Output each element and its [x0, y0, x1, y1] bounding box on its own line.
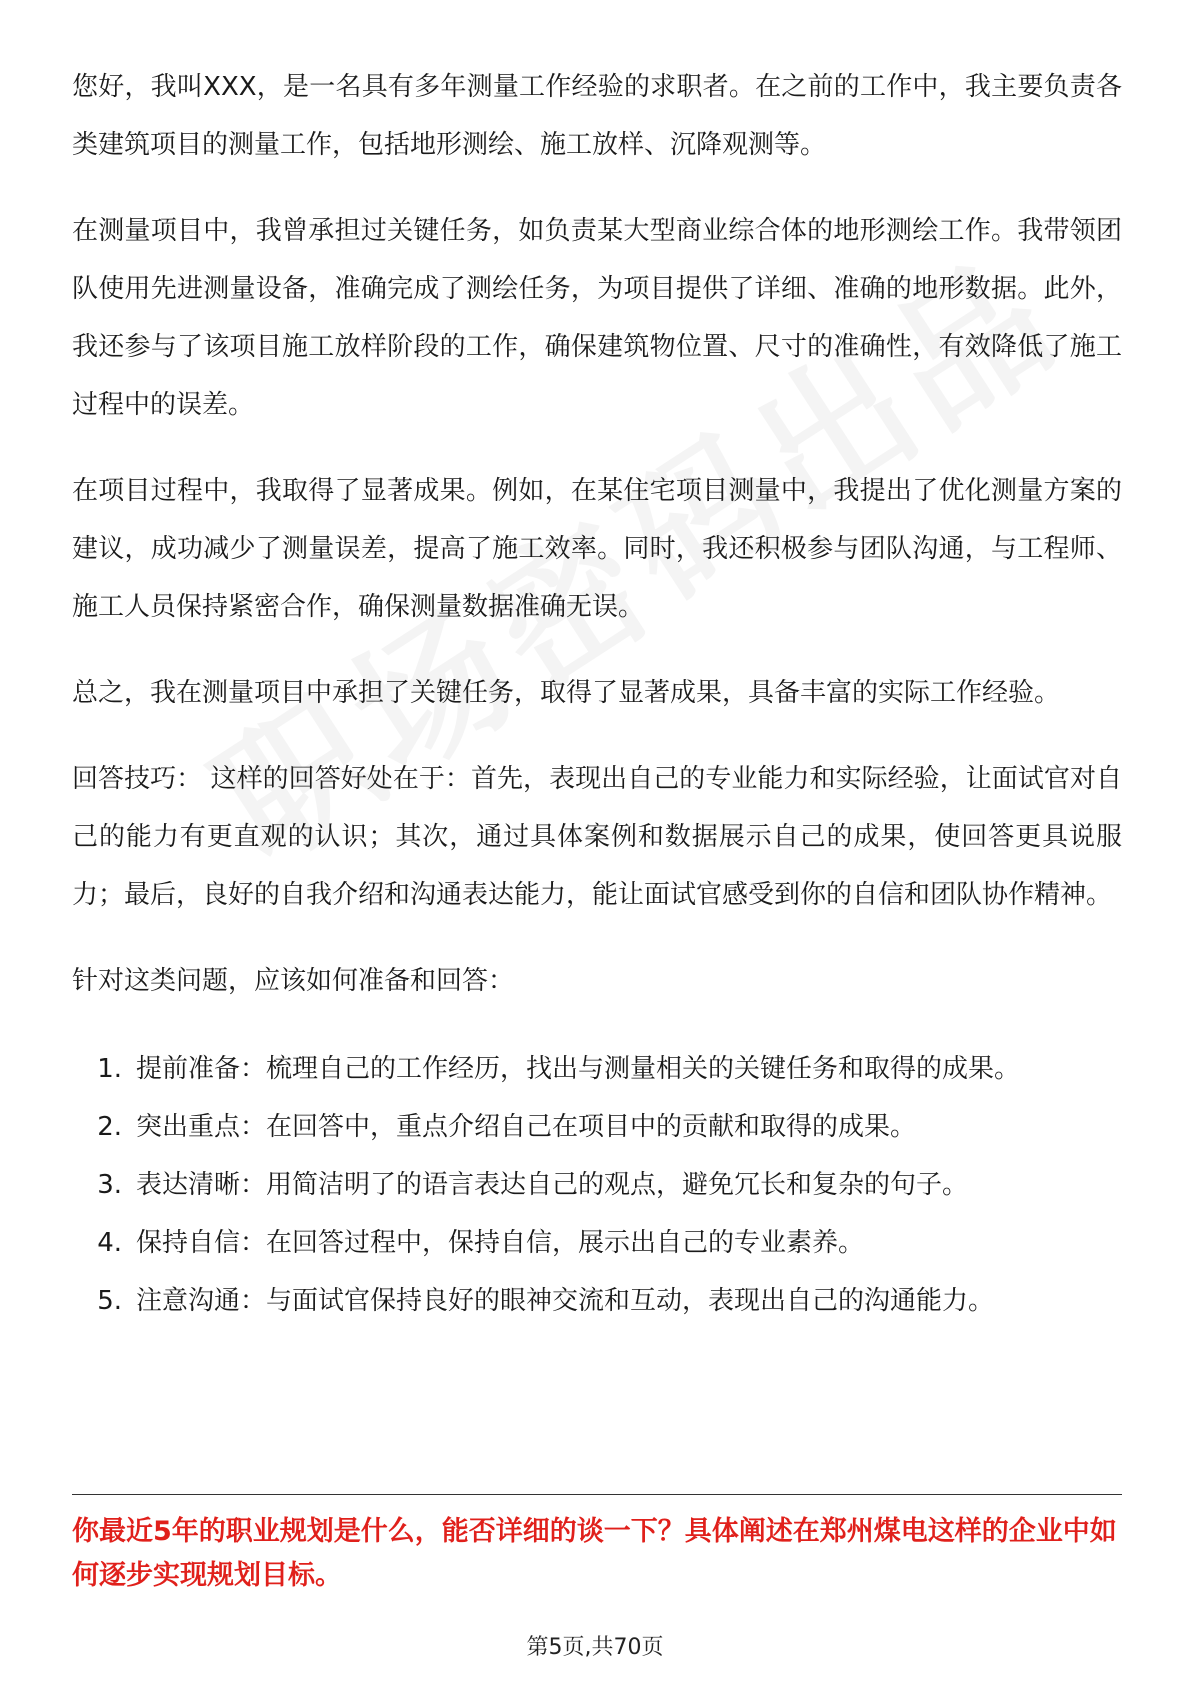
list-item-text: 提前准备：梳理自己的工作经历，找出与测量相关的关键任务和取得的成果。 — [136, 1054, 1021, 1084]
next-question-heading: 你最近5年的职业规划是什么，能否详细的谈一下？具体阐述在郑州煤电这样的企业中如何逐步实现规划目标。 — [72, 1516, 1117, 1591]
list-item-number: 3. — [97, 1170, 122, 1200]
paragraph-intro: 您好，我叫XXX，是一名具有多年测量工作经验的求职者。在之前的工作中，我主要负责各类建筑项目的测量工作，包括地形测绘、施工放样、沉降观测等。 — [72, 72, 1122, 160]
main-content — [72, 58, 1122, 1330]
list-item-number: 5. — [97, 1286, 122, 1316]
section-divider — [72, 1494, 1122, 1495]
paragraph-summary: 总之，我在测量项目中承担了关键任务，取得了显著成果，具备丰富的实际工作经验。 — [72, 678, 1061, 708]
list-item-text: 表达清晰：用简洁明了的语言表达自己的观点，避免冗长和复杂的句子。 — [136, 1170, 969, 1200]
list-item — [72, 1214, 1122, 1272]
paragraph-preparation-heading: 针对这类问题，应该如何准备和回答： — [72, 966, 515, 996]
paragraph-answer-tips: 回答技巧： 这样的回答好处在于：首先，表现出自己的专业能力和实际经验，让面试官对自己的能力有更直观的认识；其次，通过具体案例和数据展示自己的成果，使回答更具说服力；最后，良好的自我介绍和沟通表达能力，能让面试官感受到你的自信和团队协作精神。 — [72, 764, 1122, 910]
list-item-text: 保持自信：在回答过程中，保持自信，展示出自己的专业素养。 — [136, 1228, 865, 1258]
paragraph-key-tasks: 在测量项目中，我曾承担过关键任务，如负责某大型商业综合体的地形测绘工作。我带领团队使用先进测量设备，准确完成了测绘任务，为项目提供了详细、准确的地形数据。此外，我还参与了该项目施工放样阶段的工作，确保建筑物位置、尺寸的准确性，有效降低了施工过程中的误差。 — [72, 216, 1122, 420]
list-item-number: 2. — [97, 1112, 122, 1142]
list-item-number: 1. — [97, 1054, 122, 1084]
list-item — [72, 1098, 1122, 1156]
list-item — [72, 1272, 1122, 1330]
page-footer: 第5页,共70页 — [526, 1635, 664, 1660]
preparation-list — [72, 1040, 1122, 1330]
paragraph-achievements: 在项目过程中，我取得了显著成果。例如，在某住宅项目测量中，我提出了优化测量方案的建议，成功减少了测量误差，提高了施工效率。同时，我还积极参与团队沟通，与工程师、施工人员保持紧密合作，确保测量数据准确无误。 — [72, 476, 1122, 622]
list-item — [72, 1040, 1122, 1098]
list-item-text: 注意沟通：与面试官保持良好的眼神交流和互动，表现出自己的沟通能力。 — [136, 1286, 995, 1316]
list-item-number: 4. — [97, 1228, 122, 1258]
list-item-text: 突出重点：在回答中，重点介绍自己在项目中的贡献和取得的成果。 — [136, 1112, 917, 1142]
list-item — [72, 1156, 1122, 1214]
